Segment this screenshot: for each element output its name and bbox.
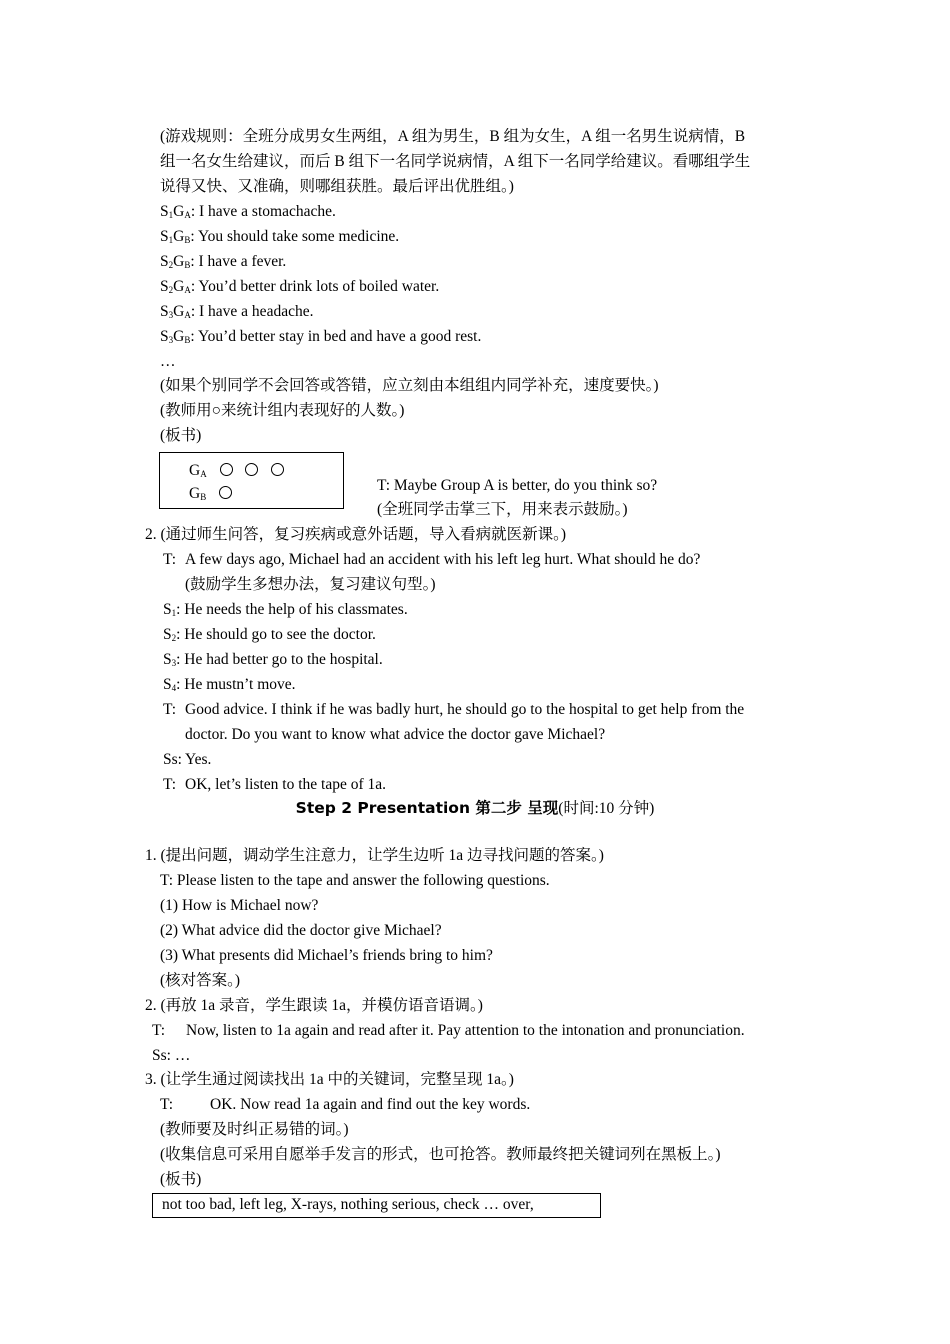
question: (2) What advice did the doctor give Michael? — [160, 922, 442, 939]
game-rules-line-1: (游戏规则：全班分成男女生两组，A 组为男生，B 组为女生，A 组一名男生说病情，B — [160, 128, 746, 145]
score-circle — [245, 463, 258, 476]
teacher-line: Now, listen to 1a again and read after it. Pay attention to the intonation and pronunciation. — [186, 1022, 745, 1039]
student-answer: $S_1$: He needs the help of his classmates. — [163, 601, 408, 618]
teacher-line: OK. Now read 1a again and find out the key words. — [210, 1096, 531, 1113]
group-a-row: $G_A$ — [189, 461, 284, 481]
dialogue-line: $S_1G_A$: I have a stomachache. — [160, 203, 336, 220]
speaker-t: T: — [163, 551, 177, 568]
board-label: (板书) — [160, 1171, 202, 1188]
dialogue-line: $S_3G_A$: I have a headache. — [160, 303, 314, 320]
score-circle — [271, 463, 284, 476]
note-clap: (全班同学击掌三下，用来表示鼓励。) — [377, 501, 628, 518]
keywords-text: not too bad, left leg, X-rays, nothing serious, check … over, — [162, 1196, 534, 1213]
student-answer: $S_2$: He should go to see the doctor. — [163, 626, 376, 643]
dialogue-line: $S_1G_B$: You should take some medicine. — [160, 228, 400, 245]
note-encourage: (鼓励学生多想办法，复习建议句型。) — [185, 576, 436, 593]
score-circle — [219, 486, 232, 499]
students-line: Yes. — [185, 751, 212, 768]
speaker-t: T: — [163, 701, 177, 718]
ellipsis: … — [160, 353, 176, 370]
dialogue-line: $S_2G_A$: You’d better drink lots of boiled water. — [160, 278, 440, 295]
teacher-line: A few days ago, Michael had an accident with his left leg hurt. What should he do? — [185, 551, 701, 568]
note-check: (核对答案。) — [160, 972, 241, 989]
keywords-board-box — [152, 1193, 601, 1218]
teacher-line: T: Maybe Group A is better, do you think so? — [377, 477, 658, 494]
note-correction: (如果个别同学不会回答或答错，应立刻由本组组内同学补充，速度要快。) — [160, 377, 659, 394]
speaker-ss: Ss: — [163, 751, 182, 768]
students-line: Ss: … — [152, 1047, 191, 1064]
teacher-line: doctor. Do you want to know what advice the doctor gave Michael? — [185, 726, 606, 743]
note-count: (教师用○来统计组内表现好的人数。) — [160, 402, 405, 419]
note-collect-info: (收集信息可采用自愿举手发言的形式，也可抢答。教师最终把关键词列在黑板上。) — [160, 1146, 721, 1163]
student-answer: $S_3$: He had better go to the hospital. — [163, 651, 383, 668]
item-2: 2. (通过师生问答，复习疾病或意外话题，导入看病就医新课。) — [145, 526, 567, 543]
presentation-item-3: 3. (让学生通过阅读找出 1a 中的关键词，完整呈现 1a。) — [145, 1071, 514, 1088]
speaker-t: T: — [160, 1096, 174, 1113]
question: (1) How is Michael now? — [160, 897, 319, 914]
student-answer: $S_4$: He mustn’t move. — [163, 676, 296, 693]
presentation-item-2: 2. (再放 1a 录音，学生跟读 1a，并模仿语音语调。) — [145, 997, 483, 1014]
score-board-box — [159, 452, 344, 509]
note-correct-words: (教师要及时纠正易错的词。) — [160, 1121, 349, 1138]
step-2-heading: Step 2 Presentation 第二步 呈现(时间:10 分钟) — [295, 799, 655, 817]
dialogue-line: $S_2G_B$: I have a fever. — [160, 253, 287, 270]
group-b-row: $G_B$ — [189, 484, 232, 504]
teacher-line: Good advice. I think if he was badly hurt, he should go to the hospital to get help from the — [185, 701, 745, 718]
question: (3) What presents did Michael’s friends bring to him? — [160, 947, 493, 964]
presentation-item-1: 1. (提出问题，调动学生注意力，让学生边听 1a 边寻找问题的答案。) — [145, 847, 604, 864]
teacher-line: OK, let’s listen to the tape of 1a. — [185, 776, 387, 793]
teacher-line: T: Please listen to the tape and answer the following questions. — [160, 872, 550, 889]
dialogue-line: $S_3G_B$: You’d better stay in bed and have a good rest. — [160, 328, 482, 345]
speaker-t: T: — [152, 1022, 166, 1039]
speaker-t: T: — [163, 776, 177, 793]
game-rules-line-3: 说得又快、又准确，则哪组获胜。最后评出优胜组。) — [160, 178, 514, 195]
board-label: (板书) — [160, 427, 202, 444]
game-rules-line-2: 组一名女生给建议，而后 B 组下一名同学说病情，A 组下一名同学给建议。看哪组学生 — [160, 153, 751, 170]
score-circle — [220, 463, 233, 476]
